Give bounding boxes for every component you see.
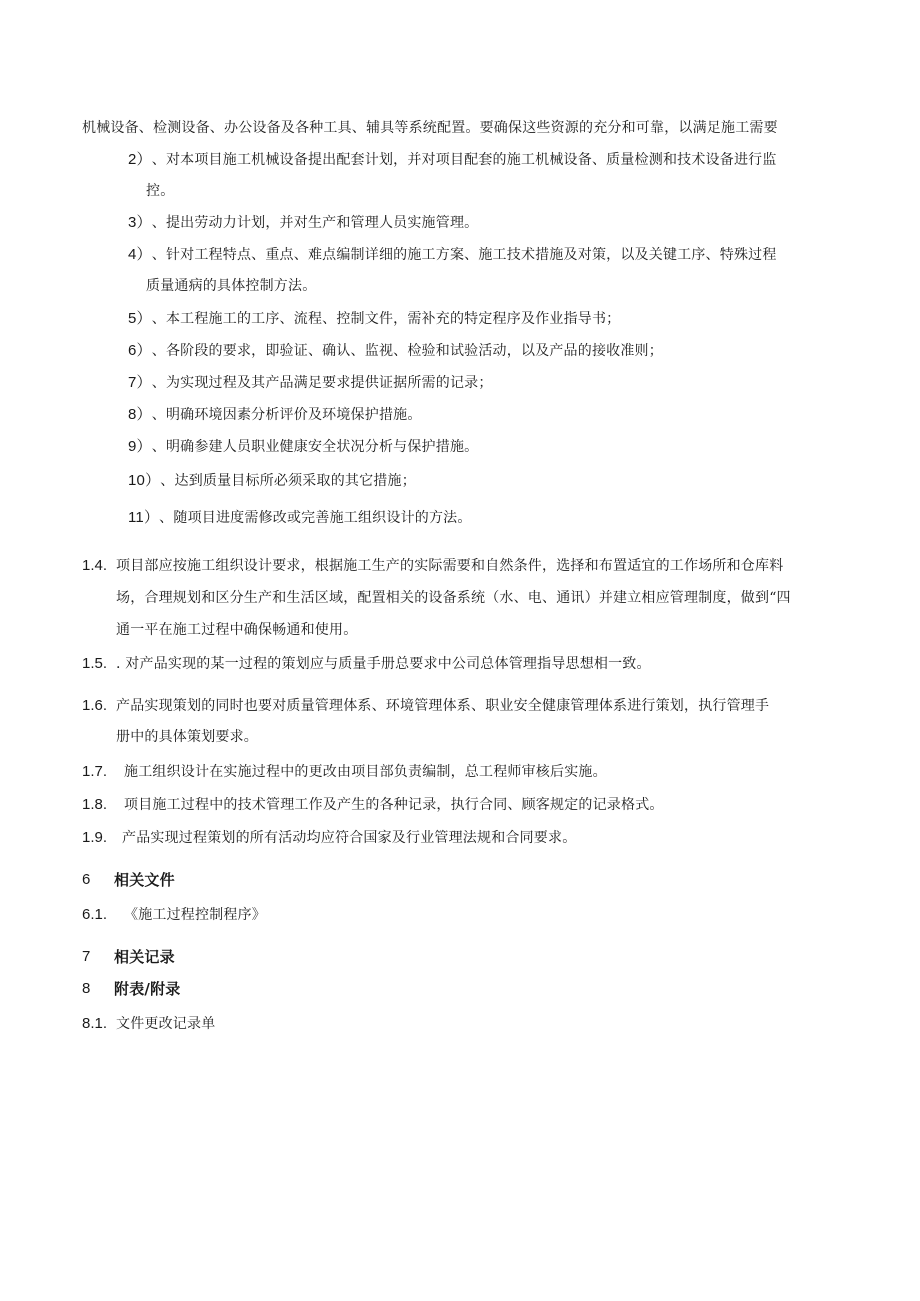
list-item-text: 、明确参建人员职业健康安全状况分析与保护措施。 (151, 439, 479, 455)
list-item-text: 、明确环境因素分析评价及环境保护措施。 (151, 407, 422, 423)
section-number: 1.6. (82, 697, 108, 714)
section-text-continuation: 册中的具体策划要求。 (116, 729, 258, 745)
heading-related-records: 相关记录 (114, 948, 175, 966)
list-item-number: 2） (128, 151, 152, 168)
list-item (128, 405, 422, 425)
list-item-continuation: 质量通病的具体控制方法。 (146, 278, 317, 294)
section-text: 项目部应按施工组织设计要求，根据施工生产的实际需要和自然条件，选择和布置适宜的工作场所和仓库料 (116, 558, 784, 574)
list-item (128, 437, 478, 457)
list-item-text: 、随项目进度需修改或完善施工组织设计的方法。 (159, 510, 472, 526)
list-item-text: 、针对工程特点、重点、难点编制详细的施工方案、施工技术措施及对策，以及关键工序、特殊过程 (151, 247, 777, 263)
section-text: 《施工过程控制程序》 (124, 907, 266, 923)
list-item (128, 373, 493, 393)
list-item (128, 471, 416, 491)
heading-related-documents: 相关文件 (114, 871, 175, 889)
heading-number: 8 (82, 980, 91, 997)
list-item-number: 10） (128, 472, 161, 489)
section-number: 1.4. (82, 557, 108, 574)
list-item-text: 、本工程施工的工序、流程、控制文件，需补充的特定程序及作业指导书； (151, 311, 621, 327)
list-item-continuation: 控。 (146, 183, 175, 199)
section-text: 产品实现策划的同时也要对质量管理体系、环境管理体系、职业安全健康管理体系进行策划，执行管理手 (116, 698, 770, 714)
section-number: 8.1. (82, 1015, 108, 1032)
list-item-number: 9） (128, 438, 152, 455)
list-item-text: 、对本项目施工机械设备提出配套计划，并对项目配套的施工机械设备、质量检测和技术设备进行监 (151, 152, 777, 168)
section-text: . 对产品实现的某一过程的策划应与质量手册总要求中公司总体管理指导思想相一致。 (116, 656, 651, 672)
section-number: 1.5. (82, 655, 108, 672)
list-item (128, 213, 478, 233)
section-number: 6.1. (82, 906, 108, 923)
heading-number: 6 (82, 871, 91, 888)
list-item (128, 245, 777, 265)
list-item-number: 11） (128, 509, 160, 526)
heading-number: 7 (82, 948, 91, 965)
list-item-number: 6） (128, 342, 152, 359)
list-item-number: 8） (128, 406, 152, 423)
section-text-continuation: 通一平在施工过程中确保畅通和使用。 (116, 622, 358, 638)
list-item-text: 、达到质量目标所必须采取的其它措施； (160, 473, 416, 489)
section-text: 施工组织设计在实施过程中的更改由项目部负责编制，总工程师审核后实施。 (124, 764, 607, 780)
list-item-number: 5） (128, 310, 152, 327)
list-item-number: 7） (128, 374, 152, 391)
list-item-text: 、提出劳动力计划，并对生产和管理人员实施管理。 (151, 215, 479, 231)
section-number: 1.7. (82, 763, 108, 780)
section-text: 文件更改记录单 (116, 1016, 216, 1032)
list-item-number: 3） (128, 214, 152, 231)
section-text-continuation: 场，合理规划和区分生产和生活区域，配置相关的设备系统（水、电、通讯）并建立相应管理制度，做到“四 (116, 590, 791, 606)
section-number: 1.8. (82, 796, 108, 813)
section-text: 项目施工过程中的技术管理工作及产生的各种记录，执行合同、顾客规定的记录格式。 (124, 797, 664, 813)
list-item-number: 4） (128, 246, 152, 263)
list-item-text: 、各阶段的要求，即验证、确认、监视、检验和试验活动，以及产品的接收准则； (151, 343, 663, 359)
list-item-text: 、为实现过程及其产品满足要求提供证据所需的记录； (151, 375, 493, 391)
list-item (128, 309, 620, 329)
list-item (128, 150, 777, 170)
list-item (128, 341, 663, 361)
section-number: 1.9. (82, 829, 108, 846)
list-item (128, 508, 472, 528)
intro-text: 机械设备、检测设备、办公设备及各种工具、辅具等系统配置。要确保这些资源的充分和可靠，以满足施工需要 (82, 120, 778, 136)
heading-appendix: 附表/附录 (114, 980, 181, 998)
section-text: 产品实现过程策划的所有活动均应符合国家及行业管理法规和合同要求。 (122, 830, 577, 846)
